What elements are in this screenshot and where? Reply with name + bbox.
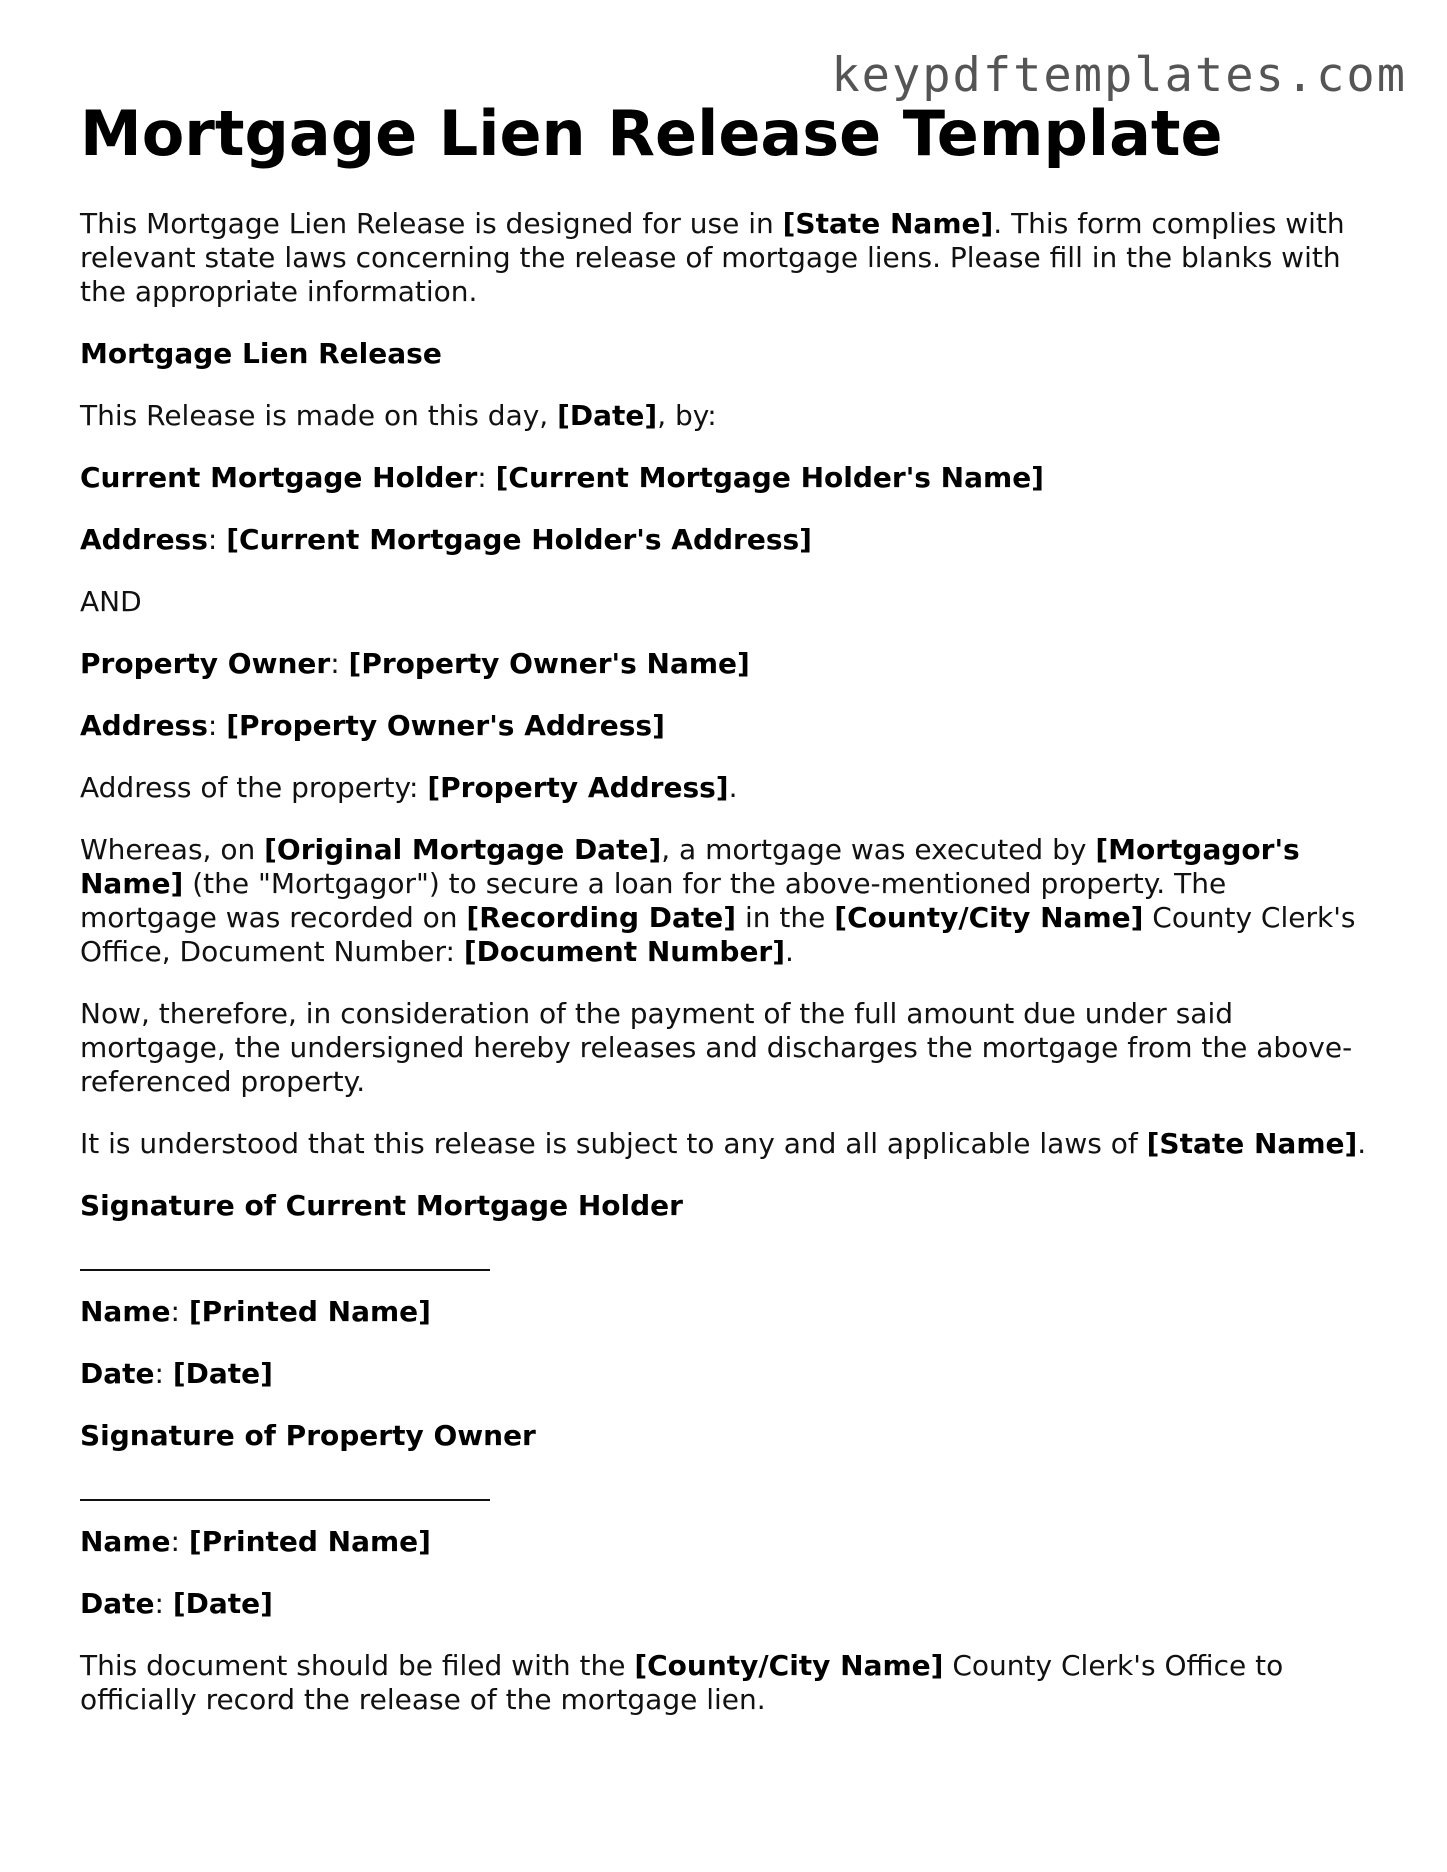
understood-paragraph: [80, 1127, 1370, 1161]
printed-name-placeholder: [Printed Name]: [188, 1525, 431, 1559]
holder-printed-name-line: Name: [Printed Name]: [80, 1295, 431, 1329]
whereas-text: .: [785, 935, 794, 969]
document-number-placeholder: [Document Number]: [463, 935, 786, 969]
owner-name-placeholder: [Property Owner's Name]: [348, 647, 750, 681]
mortgagor-name-placeholder: [Mortgagor's Name]: [80, 833, 1300, 901]
property-address-placeholder: [Property Address]: [427, 771, 729, 805]
county-name-placeholder: [County/City Name]: [634, 1649, 944, 1683]
original-date-placeholder: [Original Mortgage Date]: [264, 833, 662, 867]
whereas-text: Whereas, on: [80, 833, 265, 867]
made-on-text-cont: , by:: [657, 399, 717, 433]
made-on-paragraph: [80, 399, 1370, 433]
recording-date-placeholder: [Recording Date]: [466, 901, 737, 935]
intro-paragraph: [80, 207, 1370, 309]
holder-signature-heading: [80, 1189, 1370, 1223]
holder-address-placeholder: [Current Mortgage Holder's Address]: [226, 523, 812, 557]
document-body: [80, 98, 1370, 1745]
owner-label: Property Owner: [80, 647, 331, 681]
date-label: Date: [80, 1357, 155, 1391]
owner-date-line: Date: [Date]: [80, 1587, 273, 1621]
holder-label: Current Mortgage Holder: [80, 461, 478, 495]
now-therefore-paragraph: Now, therefore, in consideration of the payment of the full amount due under said mortgage, the undersigned hereby releases and discharges the mortgage from the above-referenced property.: [80, 997, 1353, 1099]
property-address-line: [80, 771, 1370, 805]
date-placeholder: [Date]: [172, 1587, 273, 1621]
printed-name-placeholder: [Printed Name]: [188, 1295, 431, 1329]
and-line: AND: [80, 585, 142, 619]
document-title: Mortgage Lien Release Template: [80, 97, 1223, 170]
holder-signature-heading-text: Signature of Current Mortgage Holder: [80, 1189, 683, 1223]
date-placeholder: [Date]: [557, 399, 658, 433]
owner-signature-heading: [80, 1419, 1370, 1453]
holder-name-line: Current Mortgage Holder: [Current Mortgage Holder's Name]: [80, 461, 1044, 495]
understood-text: It is understood that this release is subject to any and all applicable laws of: [80, 1127, 1147, 1161]
property-text: Address of the property:: [80, 771, 428, 805]
holder-signature-line: [80, 1269, 490, 1271]
date-label: Date: [80, 1587, 155, 1621]
whereas-text: County Clerk's Office, Document Number:: [80, 901, 1356, 969]
whereas-text: , a mortgage was executed by: [661, 833, 1096, 867]
date-placeholder: [Date]: [172, 1357, 273, 1391]
owner-address-line: Address: [Property Owner's Address]: [80, 709, 665, 743]
whereas-text: in the: [736, 901, 835, 935]
holder-date-line: Date: [Date]: [80, 1357, 273, 1391]
section-heading: [80, 337, 1370, 371]
name-label: Name: [80, 1295, 171, 1329]
holder-name-placeholder: [Current Mortgage Holder's Name]: [495, 461, 1044, 495]
watermark: keypdftemplates.com: [831, 48, 1407, 103]
name-label: Name: [80, 1525, 171, 1559]
whereas-paragraph: [80, 833, 1370, 969]
state-name-placeholder: [State Name]: [1146, 1127, 1358, 1161]
understood-text-end: .: [1357, 1127, 1367, 1161]
owner-signature-heading-text: Signature of Property Owner: [80, 1419, 536, 1453]
filing-paragraph: [80, 1649, 1370, 1717]
state-name-placeholder: [State Name]: [782, 207, 994, 241]
section-heading-text: Mortgage Lien Release: [80, 337, 442, 371]
owner-address-placeholder: [Property Owner's Address]: [226, 709, 665, 743]
holder-address-line: Address: [Current Mortgage Holder's Address]: [80, 523, 812, 557]
owner-name-line: Property Owner: [Property Owner's Name]: [80, 647, 750, 681]
made-on-text: This Release is made on this day,: [80, 399, 558, 433]
filing-text: This document should be filed with the: [80, 1649, 635, 1683]
property-text-end: .: [728, 771, 738, 805]
county-name-placeholder: [County/City Name]: [834, 901, 1144, 935]
whereas-text: (the "Mortgagor") to secure a loan for the above-mentioned property. The mortgage was recorded on: [80, 867, 1227, 935]
owner-address-label: Address: [80, 709, 208, 743]
intro-text-cont: . This form complies with relevant state laws concerning the release of mortgage liens. Please fill in the blanks with the appropriate information.: [80, 207, 1345, 309]
owner-printed-name-line: Name: [Printed Name]: [80, 1525, 431, 1559]
filing-text-cont: County Clerk's Office to officially record the release of the mortgage lien.: [80, 1649, 1284, 1717]
owner-signature-line: [80, 1499, 490, 1501]
intro-text: This Mortgage Lien Release is designed for use in: [80, 207, 783, 241]
holder-address-label: Address: [80, 523, 208, 557]
